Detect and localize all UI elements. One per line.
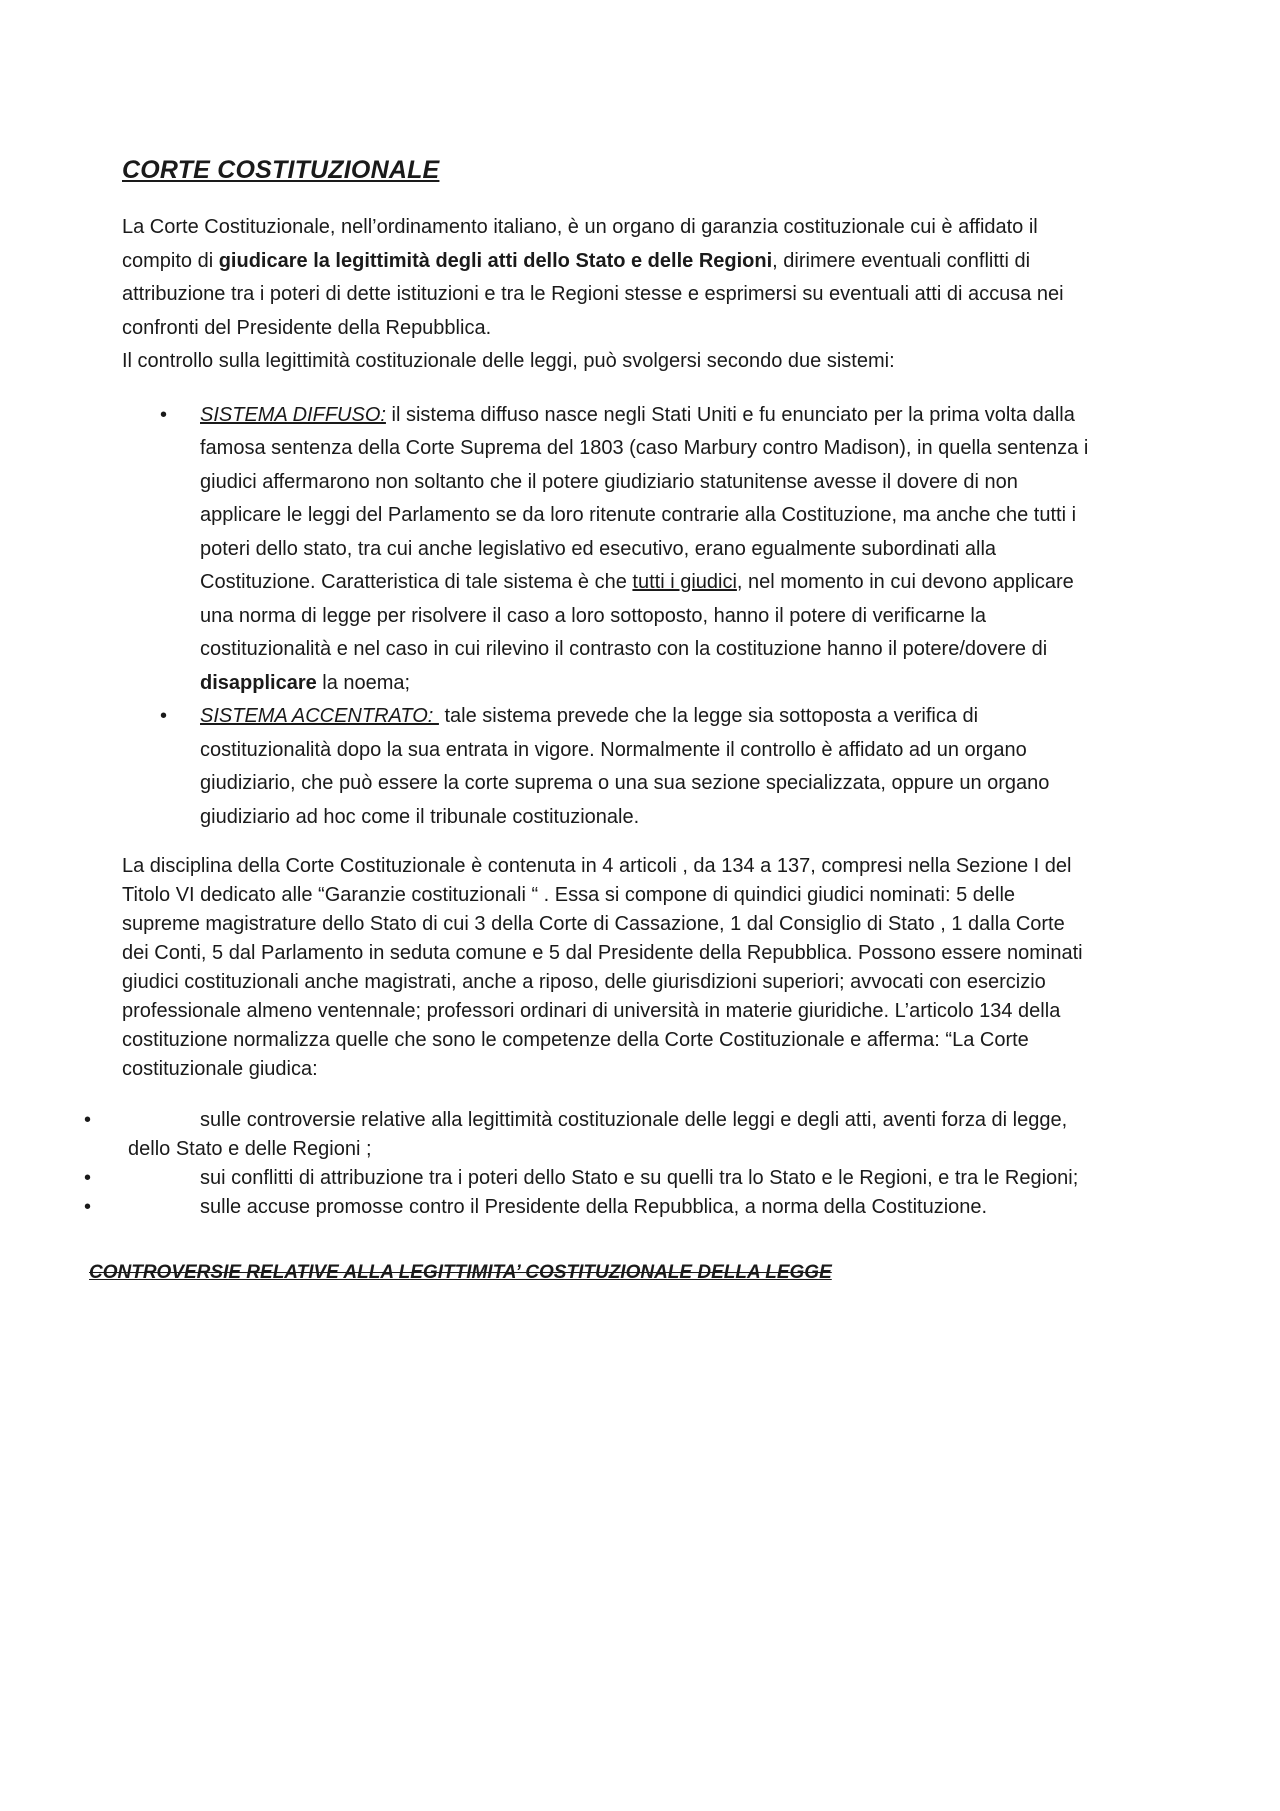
list-item-sistema-diffuso	[122, 399, 1172, 701]
text-run: Il controllo sulla legittimità costituzionale delle leggi, può svolgersi secondo due sistemi:	[122, 350, 895, 372]
intro-line	[122, 345, 1172, 379]
bold-phrase: disapplicare	[200, 671, 317, 694]
text-run: Costituzione. Caratteristica di tale sistema è che	[200, 571, 633, 593]
text-run: , dirimere eventuali conflitti di	[772, 249, 1031, 272]
paragraph-line: Titolo VI dedicato alle “Garanzie costituzionali “ . Essa si compone di quindici giudici nominati: 5 delle	[122, 884, 1016, 906]
list-line	[200, 700, 1172, 734]
document-title: CORTE COSTITUZIONALE	[122, 156, 440, 184]
term-sistema-accentrato: SISTEMA ACCENTRATO:	[200, 705, 439, 727]
term-sistema-diffuso: SISTEMA DIFFUSO:	[200, 403, 386, 426]
list-line: giudiziario, che può essere la corte suprema o una sua sezione specializzata, oppure un organo	[200, 772, 1050, 794]
list-line: sui conflitti di attribuzione tra i poteri dello Stato e su quelli tra lo Stato e le Regioni, e tra le Regioni;	[200, 1167, 1079, 1189]
text-run: il sistema diffuso nasce negli Stati Uniti e fu enunciato per la prima volta dalla	[385, 403, 1075, 426]
text-run: la noema;	[316, 671, 411, 694]
list-item-sistema-accentrato	[122, 700, 1172, 834]
list-line: costituzionalità e nel caso in cui rilevino il contrasto con la costituzione hanno il potere/dovere di	[200, 638, 1048, 660]
paragraph-line: giudici costituzionali anche magistrati, anche a riposo, delle giurisdizioni superiori; avvocati con esercizio	[122, 971, 1046, 993]
bold-phrase: giudicare la legittimità degli atti dello Stato e delle Regioni	[218, 249, 773, 272]
list-line: giudiziario ad hoc come il tribunale costituzionale.	[200, 805, 640, 828]
list-line: costituzionalità dopo la sua entrata in vigore. Normalmente il controllo è affidato ad un organo	[200, 738, 1027, 761]
list-item-competence	[84, 1106, 1184, 1164]
list-line	[200, 399, 1172, 433]
list-line: sulle accuse promosse contro il Presidente della Repubblica, a norma della Costituzione.	[200, 1196, 988, 1218]
intro-line	[122, 312, 1172, 346]
list-line: una norma di legge per risolvere il caso a loro sottoposto, hanno il potere di verificarne la	[200, 604, 986, 627]
list-line	[200, 566, 1172, 600]
list-line: giudici affermarono non soltanto che il potere giudiziario statunitense avesse il dovere di non	[200, 470, 1018, 493]
intro-line	[122, 211, 1172, 245]
intro-line	[122, 245, 1172, 279]
underlined-phrase: tutti i giudici	[632, 571, 737, 593]
intro-paragraph	[122, 211, 1172, 379]
document-body	[122, 156, 1172, 1084]
bullet-icon: •	[160, 403, 168, 426]
paragraph-line: La disciplina della Corte Costituzionale è contenuta in 4 articoli , da 134 a 137, compresi nella Sezione I del	[122, 855, 1072, 877]
text-run: attribuzione tra i poteri di dette istituzioni e tra le Regioni stesse e esprimersi su eventuali atti di accusa nei	[122, 283, 1064, 305]
text-run: confronti del Presidente della Repubblica.	[122, 316, 492, 339]
paragraph-line: professionale almeno ventennale; professori ordinari di università in materie giuridiche. L’articolo 134 della	[122, 1000, 1061, 1022]
text-run: La Corte Costituzionale, nell’ordinamento italiano, è un organo di garanzia costituzionale cui è affidato il	[122, 216, 1038, 238]
paragraph-line: costituzione normalizza quelle che sono le competenze della Corte Costituzionale e afferma: “La Corte	[122, 1029, 1029, 1051]
list-line: famosa sentenza della Corte Suprema del 1803 (caso Marbury contro Madison), in quella sentenza i	[200, 437, 1089, 459]
list-item-competence	[84, 1193, 1184, 1222]
bullet-icon: •	[84, 1109, 92, 1131]
paragraph-line: costituzionale giudica:	[122, 1058, 318, 1080]
bullet-icon: •	[84, 1196, 92, 1218]
list-line: applicare le leggi del Parlamento se da loro ritenute contrarie alla Costituzione, ma anche che tutti i	[200, 504, 1077, 526]
text-run: tale sistema prevede che la legge sia sottoposta a verifica di	[438, 705, 979, 727]
list-line: sulle controversie relative alla legittimità costituzionale delle leggi e degli atti, aventi forza di legge,	[200, 1109, 1068, 1131]
paragraph-line: supreme magistrature dello Stato di cui 3 della Corte di Cassazione, 1 dal Consiglio di Stato , 1 dalla Corte	[122, 913, 1065, 935]
text-run: , nel momento in cui devono applicare	[736, 571, 1074, 593]
section-heading: CONTROVERSIE RELATIVE ALLA LEGITTIMITA’ COSTITUZIONALE DELLA LEGGE	[89, 1262, 832, 1283]
bullet-icon: •	[160, 705, 168, 727]
list-line: dello Stato e delle Regioni ;	[128, 1138, 372, 1160]
text-run: compito di	[122, 249, 219, 272]
bullet-icon: •	[84, 1167, 92, 1189]
competences-list	[84, 1106, 1184, 1222]
list-line: poteri dello stato, tra cui anche legislativo ed esecutivo, erano egualmente subordinati alla	[200, 537, 997, 560]
paragraph-line: dei Conti, 5 dal Parlamento in seduta comune e 5 dal Presidente della Repubblica. Possono essere nominati	[122, 942, 1083, 964]
intro-line	[122, 278, 1172, 312]
list-item-competence	[84, 1164, 1184, 1193]
discipline-paragraph	[122, 852, 1172, 1084]
systems-list	[122, 399, 1172, 835]
list-line	[200, 667, 1172, 701]
